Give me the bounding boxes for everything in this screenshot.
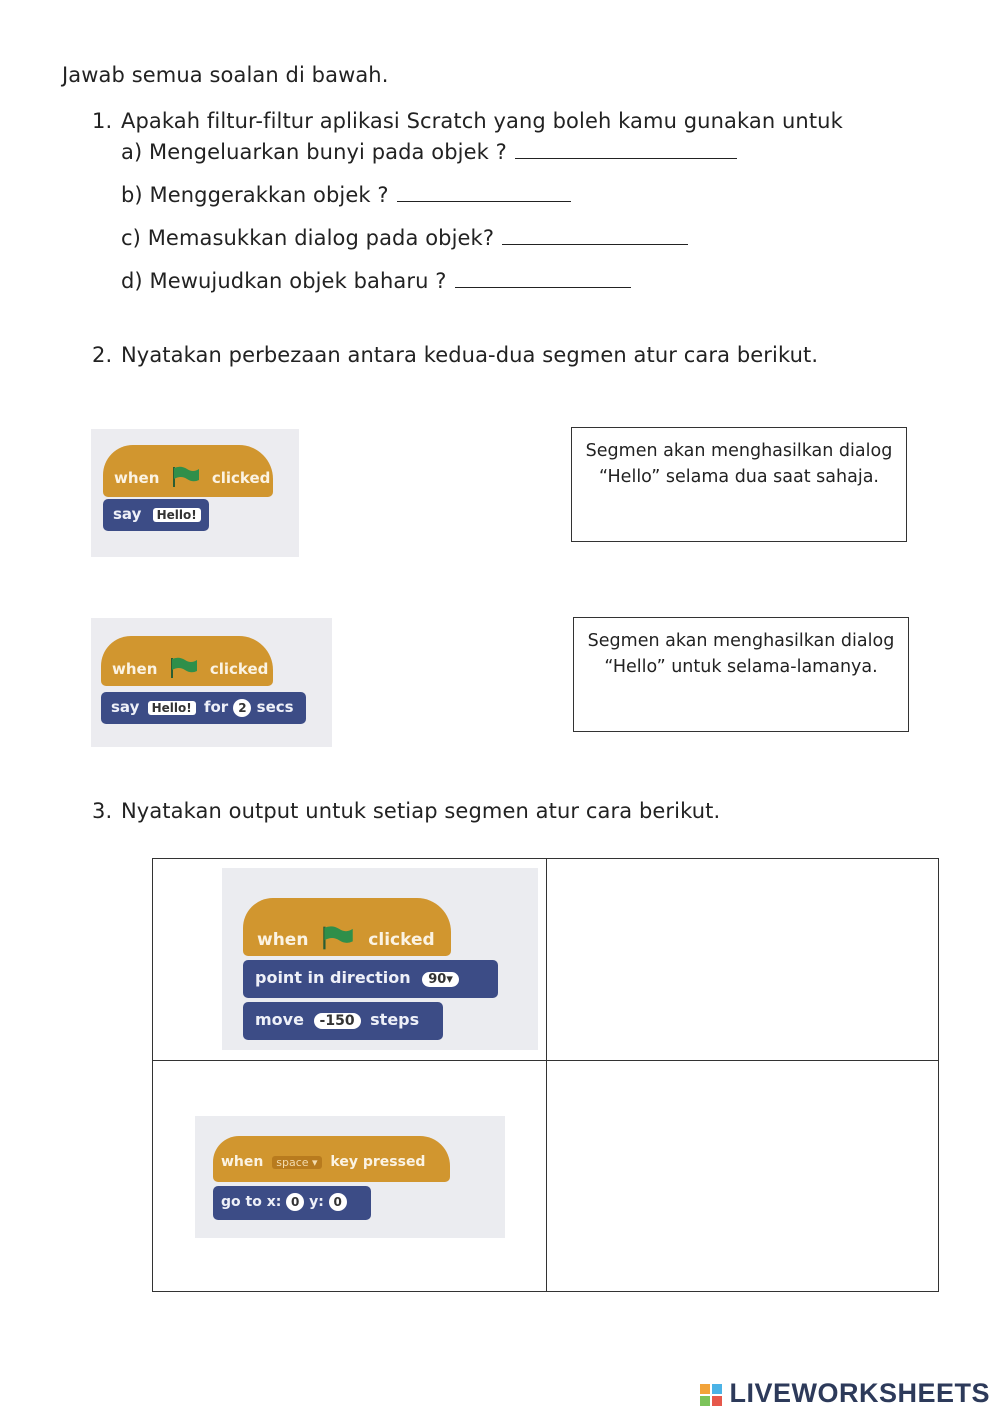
hat-when-label: when	[114, 469, 160, 487]
say-value: Hello!	[153, 508, 201, 522]
q3-number: 3.	[92, 799, 113, 823]
point-direction-block	[243, 960, 498, 998]
move-label: move	[255, 1010, 304, 1029]
table-row	[153, 859, 939, 1061]
table-row	[153, 1061, 939, 1292]
q1-part-a-label: a) Mengeluarkan bunyi pada objek ?	[121, 140, 507, 164]
q3-code-image-1	[222, 868, 538, 1050]
y-value: 0	[329, 1193, 347, 1211]
secs-label: secs	[256, 698, 294, 716]
direction-value: 90▾	[422, 972, 459, 987]
hat-when-label: when	[112, 660, 158, 678]
q2-code-image-1	[91, 429, 299, 557]
q1-answer-d-field[interactable]	[455, 270, 631, 288]
hat-clicked-label: clicked	[368, 930, 435, 950]
q1-number: 1.	[92, 109, 113, 133]
q2-answer-box-1	[571, 427, 907, 542]
green-flag-icon	[171, 466, 201, 488]
key-pressed-hat-block	[213, 1136, 450, 1182]
hat-when-label: when	[257, 930, 309, 950]
q3-text: Nyatakan output untuk setiap segmen atur cara berikut.	[121, 799, 721, 823]
q1-part-d-label: d) Mewujudkan objek baharu ?	[121, 269, 447, 293]
q2-hat-block-2	[101, 636, 273, 686]
hat-when-label: when	[221, 1154, 264, 1170]
q1-part-d	[121, 269, 631, 293]
q2-code-image-2	[91, 618, 332, 747]
q2-say-for-block	[101, 692, 306, 724]
q2-say-block-1	[103, 499, 209, 531]
key-pressed-label: key pressed	[330, 1154, 426, 1170]
q1-part-c-label: c) Memasukkan dialog pada objek?	[121, 226, 495, 250]
q3-answer-cell-1[interactable]	[547, 859, 939, 1061]
go-to-xy-block	[213, 1186, 371, 1220]
y-label: y:	[309, 1194, 324, 1210]
liveworksheets-brand: LIVEWORKSHEETS	[729, 1378, 990, 1408]
q1-part-c	[121, 226, 688, 250]
q3-code-image-2	[195, 1116, 505, 1238]
green-flag-icon	[169, 657, 199, 679]
say-label: say	[113, 505, 142, 523]
secs-value: 2	[233, 699, 251, 717]
q3-code-cell-1	[153, 859, 547, 1061]
x-value: 0	[286, 1193, 304, 1211]
q2-hat-block-1	[103, 445, 273, 497]
point-direction-label: point in direction	[255, 968, 411, 987]
say-value: Hello!	[148, 701, 196, 715]
green-flag-icon	[321, 925, 355, 951]
q1-answer-c-field[interactable]	[502, 227, 688, 245]
say-label: say	[111, 698, 140, 716]
hat-clicked-label: clicked	[209, 660, 269, 678]
move-value: -150	[314, 1013, 361, 1029]
q1-answer-a-field[interactable]	[515, 141, 737, 159]
q1-answer-b-field[interactable]	[397, 184, 571, 202]
q3-code-cell-2	[153, 1061, 547, 1292]
q2-text: Nyatakan perbezaan antara kedua-dua segmen atur cara berikut.	[121, 343, 819, 367]
q3-answer-cell-2[interactable]	[547, 1061, 939, 1292]
q2-answer-text-2: Segmen akan menghasilkan dialog “Hello” untuk selama-lamanya.	[587, 631, 895, 677]
instruction: Jawab semua soalan di bawah.	[62, 63, 389, 87]
go-to-x-label: go to x:	[221, 1194, 282, 1210]
q3-hat-block-1	[243, 898, 451, 956]
q2-number: 2.	[92, 343, 113, 367]
q1-part-a	[121, 140, 737, 164]
q1-part-b-label: b) Menggerakkan objek ?	[121, 183, 389, 207]
hat-clicked-label: clicked	[211, 469, 271, 487]
steps-label: steps	[370, 1010, 420, 1029]
q2-answer-text-1: Segmen akan menghasilkan dialog “Hello” selama dua saat sahaja.	[585, 441, 893, 487]
q2-answer-box-2	[573, 617, 909, 732]
q1-part-b	[121, 183, 571, 207]
q3-answer-table	[152, 858, 939, 1292]
liveworksheets-logo-icon	[700, 1384, 722, 1406]
move-steps-block	[243, 1002, 443, 1040]
for-label: for	[203, 698, 229, 716]
q1-text: Apakah filtur-filtur aplikasi Scratch yang boleh kamu gunakan untuk	[121, 109, 843, 133]
key-dropdown: space ▾	[272, 1156, 321, 1169]
